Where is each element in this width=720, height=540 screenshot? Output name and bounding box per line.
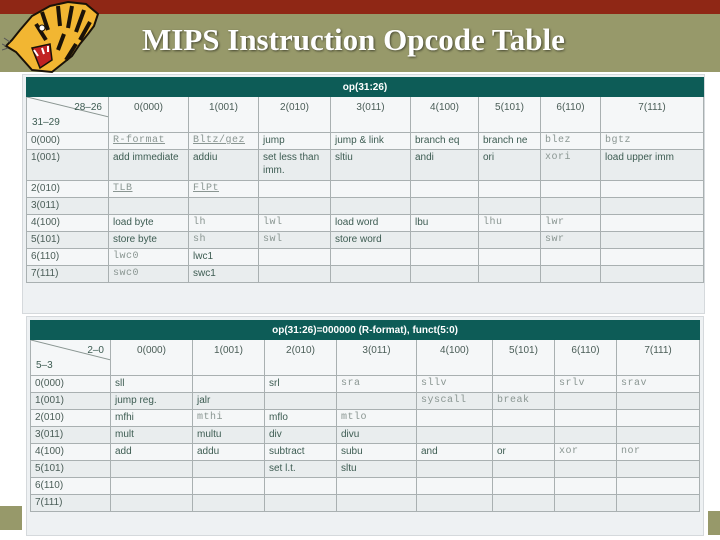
table-cell	[555, 478, 617, 495]
table-row	[27, 198, 704, 215]
table-cell	[601, 266, 704, 283]
column-header: 6(110)	[541, 97, 601, 133]
table-cell	[617, 410, 700, 427]
column-header: 6(110)	[555, 340, 617, 376]
table-cell	[555, 495, 617, 512]
table-cell: mthi	[193, 410, 265, 427]
table-cell: lh	[189, 215, 259, 232]
table-cell: swr	[541, 232, 601, 249]
table-cell	[555, 410, 617, 427]
table-cell: lwl	[259, 215, 331, 232]
table-cell: sllv	[417, 376, 493, 393]
table-cell: lwr	[541, 215, 601, 232]
table-cell: sltiu	[331, 150, 411, 181]
table-cell	[555, 393, 617, 410]
table-cell	[189, 198, 259, 215]
table-cell	[259, 266, 331, 283]
table-cell: lwc1	[189, 249, 259, 266]
table-cell: xor	[555, 444, 617, 461]
column-header: 0(000)	[111, 340, 193, 376]
table-cell: addu	[193, 444, 265, 461]
table-cell: mtlo	[337, 410, 417, 427]
table-cell	[193, 376, 265, 393]
row-header: 4(100)	[27, 215, 109, 232]
table-cell	[601, 198, 704, 215]
opcode-table-panel	[22, 74, 705, 314]
table-cell: srl	[265, 376, 337, 393]
table-cell	[417, 461, 493, 478]
funct-table	[30, 320, 700, 512]
table-cell	[193, 495, 265, 512]
table-cell	[331, 181, 411, 198]
table-cell	[541, 266, 601, 283]
row-header: 7(111)	[31, 495, 111, 512]
table-cell	[493, 427, 555, 444]
top-accent-bar	[0, 0, 720, 14]
decorative-square	[0, 506, 22, 530]
table-cell: sll	[111, 376, 193, 393]
table-cell	[617, 461, 700, 478]
table-row	[31, 376, 700, 393]
table-cell: xori	[541, 150, 601, 181]
column-header: 3(011)	[337, 340, 417, 376]
row-header: 4(100)	[31, 444, 111, 461]
row-header: 0(000)	[27, 133, 109, 150]
table-row	[31, 410, 700, 427]
table-cell: subu	[337, 444, 417, 461]
table-cell	[493, 461, 555, 478]
table-cell	[417, 410, 493, 427]
row-header: 5(101)	[31, 461, 111, 478]
table-cell	[265, 393, 337, 410]
table-cell	[259, 198, 331, 215]
opcode-table	[26, 77, 704, 283]
table-cell	[337, 393, 417, 410]
table-cell	[259, 249, 331, 266]
table-cell	[109, 198, 189, 215]
table-cell	[417, 478, 493, 495]
column-header: 2(010)	[265, 340, 337, 376]
table-cell: store word	[331, 232, 411, 249]
table-cell	[337, 478, 417, 495]
column-header: 4(100)	[411, 97, 479, 133]
row-header: 3(011)	[27, 198, 109, 215]
table-banner: op(31:26)	[27, 78, 704, 97]
table-row	[27, 249, 704, 266]
table-cell: TLB	[109, 181, 189, 198]
table-cell: jalr	[193, 393, 265, 410]
table-cell	[337, 495, 417, 512]
row-header: 0(000)	[31, 376, 111, 393]
table-cell: jump reg.	[111, 393, 193, 410]
corner-header	[31, 340, 111, 376]
row-bits-label: 31–29	[32, 117, 60, 128]
table-cell	[411, 249, 479, 266]
table-row	[27, 266, 704, 283]
table-cell: mflo	[265, 410, 337, 427]
table-cell: swc0	[109, 266, 189, 283]
table-row	[31, 461, 700, 478]
table-cell: nor	[617, 444, 700, 461]
row-header: 5(101)	[27, 232, 109, 249]
row-header: 2(010)	[27, 181, 109, 198]
table-cell: andi	[411, 150, 479, 181]
column-header: 2(010)	[259, 97, 331, 133]
table-cell	[331, 266, 411, 283]
table-row	[31, 495, 700, 512]
column-header: 1(001)	[189, 97, 259, 133]
table-cell	[555, 461, 617, 478]
table-cell: branch eq	[411, 133, 479, 150]
row-header: 2(010)	[31, 410, 111, 427]
table-cell: syscall	[417, 393, 493, 410]
table-cell	[411, 181, 479, 198]
column-header: 1(001)	[193, 340, 265, 376]
row-header: 1(001)	[31, 393, 111, 410]
table-cell: divu	[337, 427, 417, 444]
table-cell: branch ne	[479, 133, 541, 150]
row-header: 3(011)	[31, 427, 111, 444]
table-cell	[493, 410, 555, 427]
table-cell	[331, 198, 411, 215]
table-row	[27, 133, 704, 150]
table-cell: bgtz	[601, 133, 704, 150]
table-cell: lhu	[479, 215, 541, 232]
table-cell	[411, 232, 479, 249]
table-cell	[479, 198, 541, 215]
table-cell	[601, 232, 704, 249]
table-cell	[601, 215, 704, 232]
table-cell	[541, 181, 601, 198]
column-bits-label: 2–0	[87, 345, 104, 356]
table-cell: load upper imm	[601, 150, 704, 181]
table-cell	[111, 478, 193, 495]
table-cell: load byte	[109, 215, 189, 232]
column-header: 0(000)	[109, 97, 189, 133]
decorative-square	[708, 511, 720, 535]
column-bits-label: 28–26	[74, 102, 102, 113]
row-header: 1(001)	[27, 150, 109, 181]
table-cell	[479, 266, 541, 283]
table-banner: op(31:26)=000000 (R-format), funct(5:0)	[31, 321, 700, 340]
table-cell	[111, 495, 193, 512]
tiger-logo-icon	[2, 0, 102, 74]
column-header: 3(011)	[331, 97, 411, 133]
table-cell	[193, 478, 265, 495]
table-cell	[617, 427, 700, 444]
table-row	[27, 215, 704, 232]
row-header: 6(110)	[27, 249, 109, 266]
table-cell	[617, 478, 700, 495]
table-cell: mult	[111, 427, 193, 444]
table-cell	[479, 181, 541, 198]
table-cell: div	[265, 427, 337, 444]
table-cell	[541, 198, 601, 215]
table-cell: jump	[259, 133, 331, 150]
table-cell: set l.t.	[265, 461, 337, 478]
table-cell: add	[111, 444, 193, 461]
table-cell: and	[417, 444, 493, 461]
column-header: 5(101)	[493, 340, 555, 376]
table-cell: Bltz/gez	[189, 133, 259, 150]
table-cell	[493, 478, 555, 495]
table-cell: sra	[337, 376, 417, 393]
column-header: 7(111)	[601, 97, 704, 133]
table-cell: lbu	[411, 215, 479, 232]
column-header: 7(111)	[617, 340, 700, 376]
table-row	[27, 150, 704, 181]
table-row	[31, 427, 700, 444]
table-cell: srav	[617, 376, 700, 393]
column-header: 5(101)	[479, 97, 541, 133]
table-cell: addiu	[189, 150, 259, 181]
table-cell: lwc0	[109, 249, 189, 266]
corner-header	[27, 97, 109, 133]
table-cell: blez	[541, 133, 601, 150]
table-cell	[193, 461, 265, 478]
table-cell: store byte	[109, 232, 189, 249]
table-cell	[617, 393, 700, 410]
table-cell	[555, 427, 617, 444]
table-cell: load word	[331, 215, 411, 232]
table-row	[31, 478, 700, 495]
table-cell: srlv	[555, 376, 617, 393]
table-cell: swl	[259, 232, 331, 249]
column-header: 4(100)	[417, 340, 493, 376]
row-header: 6(110)	[31, 478, 111, 495]
table-cell: FlPt	[189, 181, 259, 198]
table-cell: sh	[189, 232, 259, 249]
table-cell	[493, 495, 555, 512]
table-cell	[411, 266, 479, 283]
slide-title: MIPS Instruction Opcode Table	[142, 22, 565, 57]
table-cell: swc1	[189, 266, 259, 283]
table-cell	[265, 478, 337, 495]
table-cell: multu	[193, 427, 265, 444]
table-cell: add immediate	[109, 150, 189, 181]
table-cell: set less than imm.	[259, 150, 331, 181]
table-cell	[111, 461, 193, 478]
table-cell	[417, 427, 493, 444]
table-row	[31, 444, 700, 461]
table-cell: break	[493, 393, 555, 410]
row-bits-label: 5–3	[36, 360, 53, 371]
table-cell	[331, 249, 411, 266]
table-cell	[479, 249, 541, 266]
table-row	[31, 393, 700, 410]
table-cell	[259, 181, 331, 198]
table-cell: R-format	[109, 133, 189, 150]
table-cell	[417, 495, 493, 512]
table-cell: subtract	[265, 444, 337, 461]
table-cell: sltu	[337, 461, 417, 478]
table-cell	[265, 495, 337, 512]
table-cell	[479, 232, 541, 249]
table-cell: jump & link	[331, 133, 411, 150]
table-cell	[541, 249, 601, 266]
table-cell: mfhi	[111, 410, 193, 427]
table-cell	[411, 198, 479, 215]
funct-table-panel	[26, 316, 704, 536]
table-row	[27, 181, 704, 198]
row-header: 7(111)	[27, 266, 109, 283]
table-cell	[617, 495, 700, 512]
table-cell	[601, 181, 704, 198]
table-cell	[493, 376, 555, 393]
table-cell: or	[493, 444, 555, 461]
table-cell: ori	[479, 150, 541, 181]
table-cell	[601, 249, 704, 266]
table-row	[27, 232, 704, 249]
